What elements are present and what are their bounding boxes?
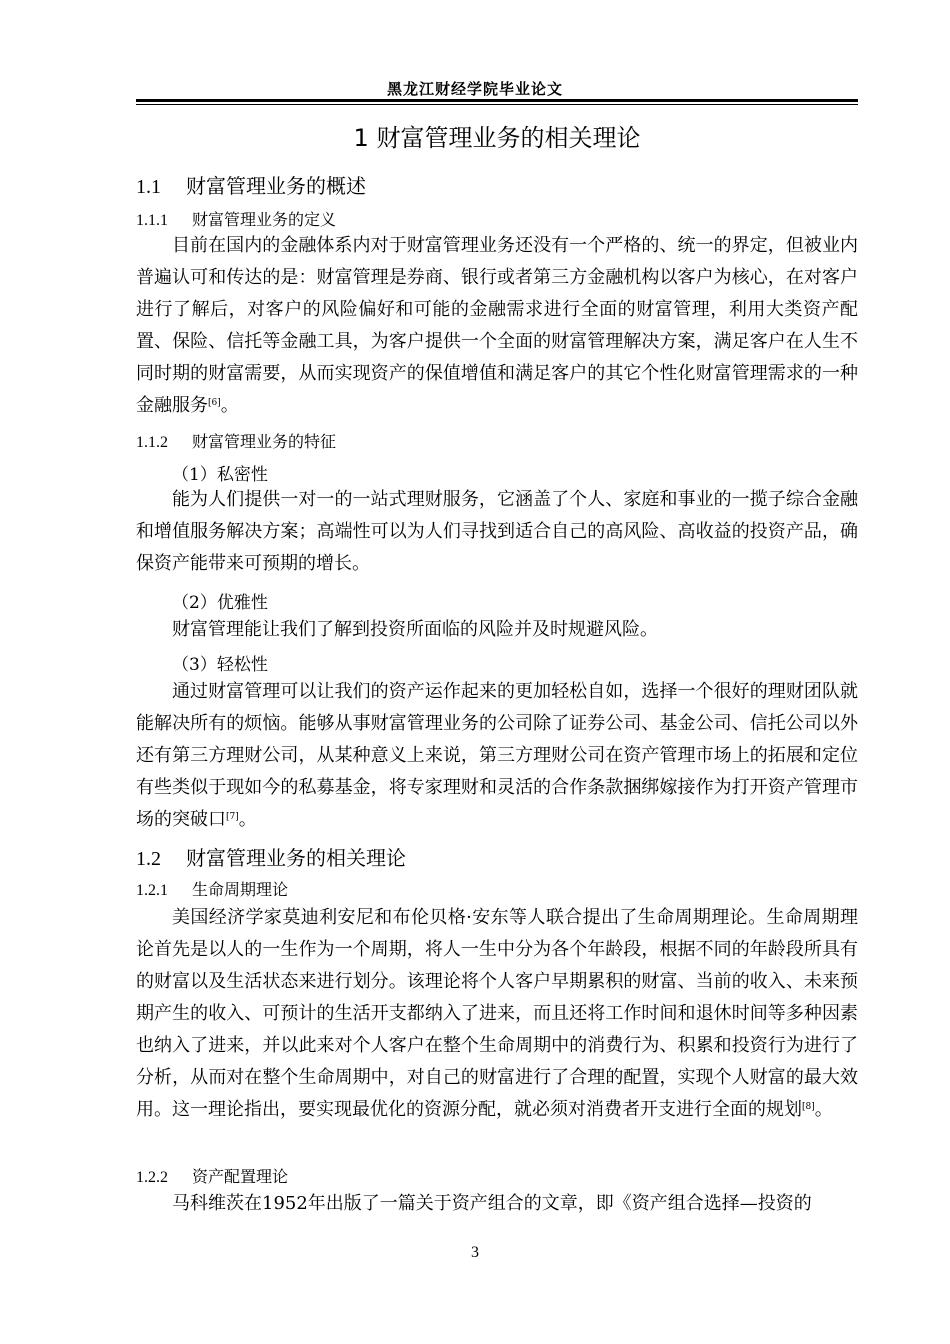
paragraph-end: 。 — [220, 395, 239, 416]
section-title: 资产配置理论 — [192, 1167, 289, 1186]
paragraph-end: 。 — [814, 1099, 833, 1120]
section-number: 1.1 — [136, 176, 161, 198]
section-title: 财富管理业务的定义 — [192, 210, 337, 229]
section-title: 财富管理业务的相关理论 — [186, 846, 406, 870]
paragraph-asset-allocation: 马科维茨在1952年出版了一篇关于资产组合的文章，即《资产组合选择—投资的 — [172, 1193, 812, 1214]
header-rule-thick — [136, 99, 858, 102]
section-number: 1.2.1 — [136, 882, 168, 899]
header-rule-thin — [136, 104, 858, 105]
citation: [6] — [208, 398, 221, 408]
section-title: 财富管理业务的特征 — [192, 432, 337, 451]
section-1-1-heading — [136, 170, 858, 199]
section-number: 1.2 — [136, 848, 161, 870]
paragraph-text: 目前在国内的金融体系内对于财富管理业务还没有一个严格的、统一的界定，但被业内普遍认可和传达的是：财富管理是券商、银行或者第三方金融机构以客户为核心，在对客户进行了解后，对客户的风险偏好和可能的金融需求进行全面的财富管理，利用大类资产配置、保险、信托等金融工具，为客户提供一个全面的财富管理解决方案，满足客户在人生不同时期的财富需要，从而实现资产的保值增值和满足客户的其它个性化财富管理需求的一种金融服务 — [136, 235, 858, 416]
running-header: 黑龙江财经学院毕业论文 — [386, 80, 563, 98]
section-number: 1.1.1 — [136, 212, 168, 229]
page-number: 3 — [471, 1244, 479, 1261]
paragraph-text: 美国经济学家莫迪利安尼和布伦贝格·安东等人联合提出了生命周期理论。生命周期理论首先是以人的一生作为一个周期，将人一生中分为各个年龄段，根据不同的年龄段所具有的财富以及生活状态来进行划分。该理论将个人客户早期累积的财富、当前的收入、未来预期产生的收入、可预计的生活开支都纳入了进来，而且还将工作时间和退休时间等多种因素也纳入了进来，并以此来对个人客户在整个生命周期中的消费行为、积累和投资行为进行了分析，从而对在整个生命周期中，对自己的财富进行了合理的配置，实现个人财富的最大效用。这一理论指出，要实现最优化的资源分配，就必须对消费者开支进行全面的规划 — [136, 907, 858, 1120]
section-title: 生命周期理论 — [192, 880, 289, 899]
paragraph-privacy: 能为人们提供一对一的一站式理财服务，它涵盖了个人、家庭和事业的一揽子综合金融和增值服务解决方案；高端性可以为人们寻找到适合自己的高风险、高收益的投资产品，确保资产能带来可预期的增长。 — [136, 489, 858, 574]
section-number: 1.2.2 — [136, 1169, 168, 1186]
chapter-title — [136, 118, 858, 153]
feature-item-ease: （3）轻松性 — [172, 655, 268, 675]
section-1-2-1-heading — [136, 877, 858, 900]
paragraph-ease — [136, 676, 858, 836]
section-1-1-2-heading — [136, 429, 858, 452]
feature-item-elegance: （2）优雅性 — [172, 593, 268, 613]
paragraph-life-cycle — [136, 902, 858, 1126]
section-number: 1.1.2 — [136, 434, 168, 451]
citation: [8] — [802, 1102, 815, 1112]
citation: [7] — [226, 812, 239, 822]
feature-item-privacy: （1）私密性 — [172, 465, 268, 485]
section-1-2-2-heading — [136, 1164, 858, 1187]
section-1-1-1-heading — [136, 207, 858, 230]
section-1-2-heading — [136, 842, 858, 871]
paragraph-end: 。 — [238, 809, 257, 830]
paragraph-text: 通过财富管理可以让我们的资产运作起来的更加轻松自如，选择一个很好的理财团队就能解决所有的烦恼。能够从事财富管理业务的公司除了证券公司、基金公司、信托公司以外还有第三方理财公司，从某种意义上来说，第三方理财公司在资产管理市场上的拓展和定位有些类似于现如今的私募基金，将专家理财和灵活的合作条款捆绑嫁接作为打开资产管理市场的突破口 — [136, 681, 858, 830]
section-title: 财富管理业务的概述 — [186, 174, 366, 198]
chapter-number: 1 — [353, 124, 369, 152]
chapter-title-text: 财富管理业务的相关理论 — [376, 124, 641, 152]
paragraph-definition — [136, 230, 858, 422]
paragraph-elegance: 财富管理能让我们了解到投资所面临的风险并及时规避风险。 — [172, 619, 658, 640]
